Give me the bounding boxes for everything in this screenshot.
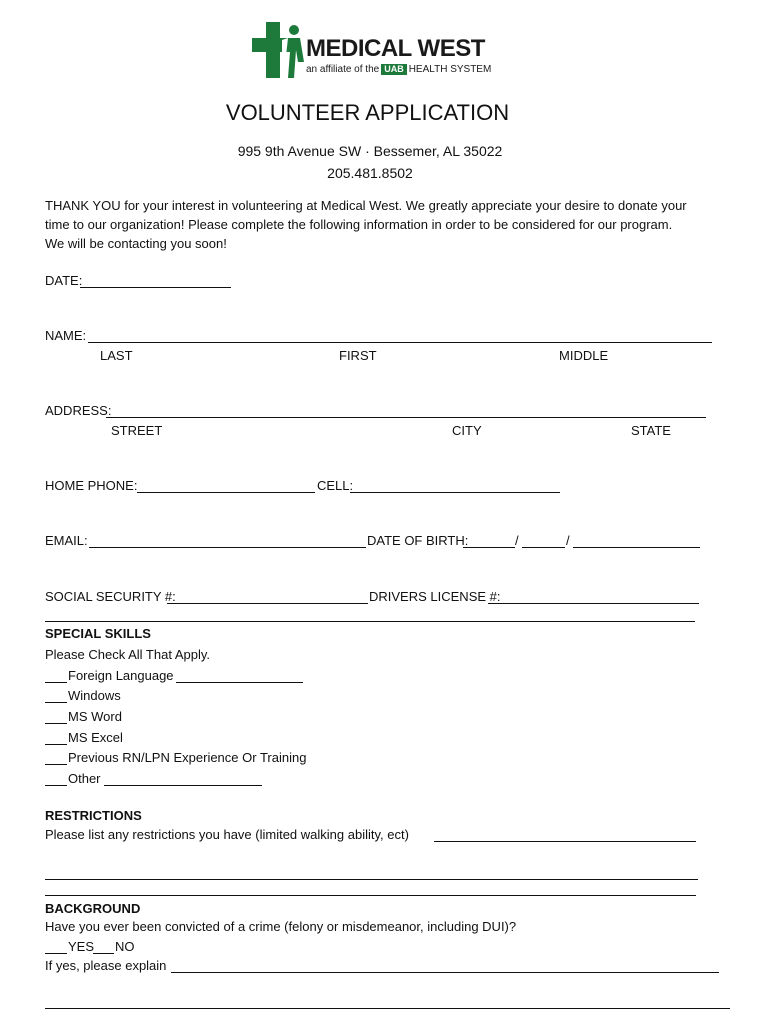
logo-sub-prefix: an affiliate of the bbox=[306, 64, 380, 75]
background-explain-line-2[interactable] bbox=[45, 1008, 730, 1009]
name-middle-label: MIDDLE bbox=[559, 348, 609, 363]
background-explain-field[interactable] bbox=[171, 958, 719, 973]
background-question: Have you ever been convicted of a crime (felony or misdemeanor, including DUI)? bbox=[45, 919, 517, 934]
date-label: DATE: bbox=[45, 273, 83, 288]
skill-ms-excel-label: MS Excel bbox=[68, 730, 123, 745]
address-state-label: STATE bbox=[631, 423, 671, 438]
skill-checkbox-foreign-language[interactable] bbox=[45, 668, 67, 683]
background-heading: BACKGROUND bbox=[45, 901, 141, 916]
home-phone-field[interactable] bbox=[137, 478, 315, 493]
skill-checkbox-other[interactable] bbox=[45, 771, 67, 786]
logo-title: MEDICAL WEST bbox=[306, 35, 485, 62]
background-yes-checkbox[interactable] bbox=[45, 939, 67, 954]
restrictions-heading: RESTRICTIONS bbox=[45, 808, 142, 823]
background-yes-label: YES bbox=[68, 939, 95, 954]
section-divider bbox=[45, 621, 695, 622]
skill-rn-lpn-label: Previous RN/LPN Experience Or Training bbox=[68, 750, 307, 765]
skill-ms-word-label: MS Word bbox=[68, 709, 122, 724]
restrictions-line-2[interactable] bbox=[45, 879, 698, 880]
uab-badge: UAB bbox=[381, 64, 407, 75]
dob-separator-1: / bbox=[515, 533, 519, 548]
date-field[interactable] bbox=[80, 273, 231, 288]
address-city-label: CITY bbox=[452, 423, 482, 438]
dob-year-field[interactable] bbox=[573, 533, 700, 548]
dl-label: DRIVERS LICENSE #: bbox=[369, 589, 501, 604]
dob-day-field[interactable] bbox=[522, 533, 565, 548]
restrictions-line-3[interactable] bbox=[45, 895, 696, 896]
restrictions-field[interactable] bbox=[434, 827, 696, 842]
intro-line-1: THANK YOU for your interest in volunteering at Medical West. We greatly appreciate your desire to donate your bbox=[45, 198, 687, 213]
name-first-label: FIRST bbox=[339, 348, 377, 363]
skill-checkbox-ms-excel[interactable] bbox=[45, 730, 67, 745]
skill-other-field[interactable] bbox=[104, 771, 262, 786]
dl-field[interactable] bbox=[488, 589, 699, 604]
skills-heading: SPECIAL SKILLS bbox=[45, 626, 151, 641]
cell-field[interactable] bbox=[350, 478, 560, 493]
skill-checkbox-ms-word[interactable] bbox=[45, 709, 67, 724]
dob-separator-2: / bbox=[566, 533, 570, 548]
foreign-language-field[interactable] bbox=[176, 668, 303, 683]
page-title: VOLUNTEER APPLICATION bbox=[225, 100, 510, 125]
name-last-label: LAST bbox=[100, 348, 133, 363]
logo-sub-suffix: HEALTH SYSTEM bbox=[408, 64, 492, 75]
address-label: ADDRESS: bbox=[45, 403, 112, 418]
intro-line-2: time to our organization! Please complete the following information in order to be considered for our program. bbox=[45, 217, 673, 232]
skill-checkbox-windows[interactable] bbox=[45, 688, 67, 703]
cell-label: CELL: bbox=[317, 478, 354, 493]
email-label: EMAIL: bbox=[45, 533, 88, 548]
background-no-label: NO bbox=[115, 939, 135, 954]
address-field[interactable] bbox=[106, 403, 706, 418]
dob-label: DATE OF BIRTH: bbox=[367, 533, 469, 548]
restrictions-prompt: Please list any restrictions you have (limited walking ability, ect) bbox=[45, 827, 409, 842]
dob-month-field[interactable] bbox=[463, 533, 515, 548]
skill-other-label: Other bbox=[68, 771, 101, 786]
skills-instruction: Please Check All That Apply. bbox=[45, 647, 211, 662]
address-street-label: STREET bbox=[111, 423, 163, 438]
intro-line-3: We will be contacting you soon! bbox=[45, 236, 227, 251]
home-phone-label: HOME PHONE: bbox=[45, 478, 138, 493]
background-no-checkbox[interactable] bbox=[93, 939, 114, 954]
name-field[interactable] bbox=[88, 328, 712, 343]
header-phone: 205.481.8502 bbox=[327, 165, 413, 181]
skill-checkbox-rn-lpn[interactable] bbox=[45, 750, 67, 765]
skill-foreign-language-label: Foreign Language bbox=[68, 668, 174, 683]
name-label: NAME: bbox=[45, 328, 87, 343]
ssn-field[interactable] bbox=[167, 589, 368, 604]
medical-cross-logo-icon bbox=[252, 22, 306, 78]
background-explain-label: If yes, please explain bbox=[45, 958, 167, 973]
skill-windows-label: Windows bbox=[68, 688, 121, 703]
logo-subtitle bbox=[306, 64, 491, 75]
email-field[interactable] bbox=[89, 533, 366, 548]
ssn-label: SOCIAL SECURITY #: bbox=[45, 589, 176, 604]
header-address: 995 9th Avenue SW · Bessemer, AL 35022 bbox=[237, 143, 503, 159]
